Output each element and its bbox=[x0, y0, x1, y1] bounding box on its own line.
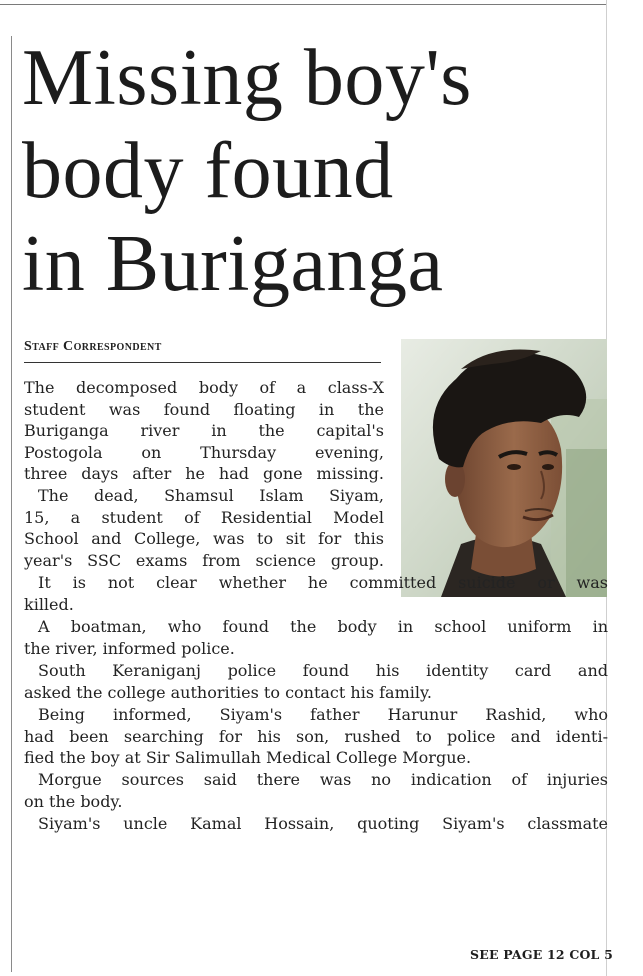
top-rule bbox=[0, 4, 607, 5]
paragraph-line: 15, a student of Residential Model bbox=[24, 507, 384, 527]
headline-line-1: Missing boy's bbox=[22, 34, 472, 122]
paragraph-line: had been searching for his son, rushed to police and identi- bbox=[24, 726, 608, 746]
article-paragraph-8 bbox=[24, 813, 608, 835]
paragraph-line: Buriganga river in the capital's bbox=[24, 421, 384, 441]
paragraph-line: on the body. bbox=[24, 791, 123, 811]
article-paragraph-3 bbox=[24, 572, 608, 615]
paragraph-line: Being informed, Siyam's father Harunur Rashid, who bbox=[38, 705, 608, 724]
paragraph-line: Postogola on Thursday evening, bbox=[24, 442, 384, 462]
paragraph-line: The decomposed body of a class-X bbox=[24, 378, 384, 397]
paragraph-line: three days after he had gone missing. bbox=[24, 464, 384, 484]
byline-rule bbox=[24, 362, 381, 363]
paragraph-line: School and College, was to sit for this bbox=[24, 529, 384, 549]
paragraph-line: the river, informed police. bbox=[24, 638, 235, 658]
paragraph-line: asked the college authorities to contact his family. bbox=[24, 682, 432, 702]
headline bbox=[22, 32, 602, 311]
byline: Staff Correspondent bbox=[24, 339, 162, 354]
paragraph-line: It is not clear whether he committed suicide or was bbox=[38, 573, 608, 592]
paragraph-line: The dead, Shamsul Islam Siyam, bbox=[38, 486, 384, 505]
paragraph-line: Morgue sources said there was no indication of injuries bbox=[38, 770, 608, 789]
paragraph-line: South Keraniganj police found his identity card and bbox=[38, 661, 608, 680]
continued-reference: SEE PAGE 12 COL 5 bbox=[470, 947, 613, 962]
paragraph-line: fied the boy at Sir Salimullah Medical College Morgue. bbox=[24, 748, 472, 768]
article-paragraph-4 bbox=[24, 616, 608, 659]
article-paragraph-7 bbox=[24, 769, 608, 812]
paragraph-line: killed. bbox=[24, 594, 74, 614]
article-paragraph-6 bbox=[24, 704, 608, 769]
portrait-photo bbox=[401, 339, 607, 597]
column-rule-left bbox=[11, 36, 12, 972]
article-paragraph-1 bbox=[24, 377, 384, 485]
paragraph-line: student was found floating in the bbox=[24, 399, 384, 419]
headline-line-2: body found bbox=[22, 127, 394, 215]
article-paragraph-2 bbox=[24, 485, 384, 571]
portrait-photo-icon bbox=[401, 339, 607, 597]
headline-line-3: in Buriganga bbox=[22, 220, 444, 308]
paragraph-line: Siyam's uncle Kamal Hossain, quoting Siyam's classmate bbox=[38, 814, 608, 833]
paragraph-line: year's SSC exams from science group. bbox=[24, 550, 384, 570]
article-paragraph-5 bbox=[24, 660, 608, 703]
paragraph-line: A boatman, who found the body in school uniform in bbox=[38, 617, 608, 636]
